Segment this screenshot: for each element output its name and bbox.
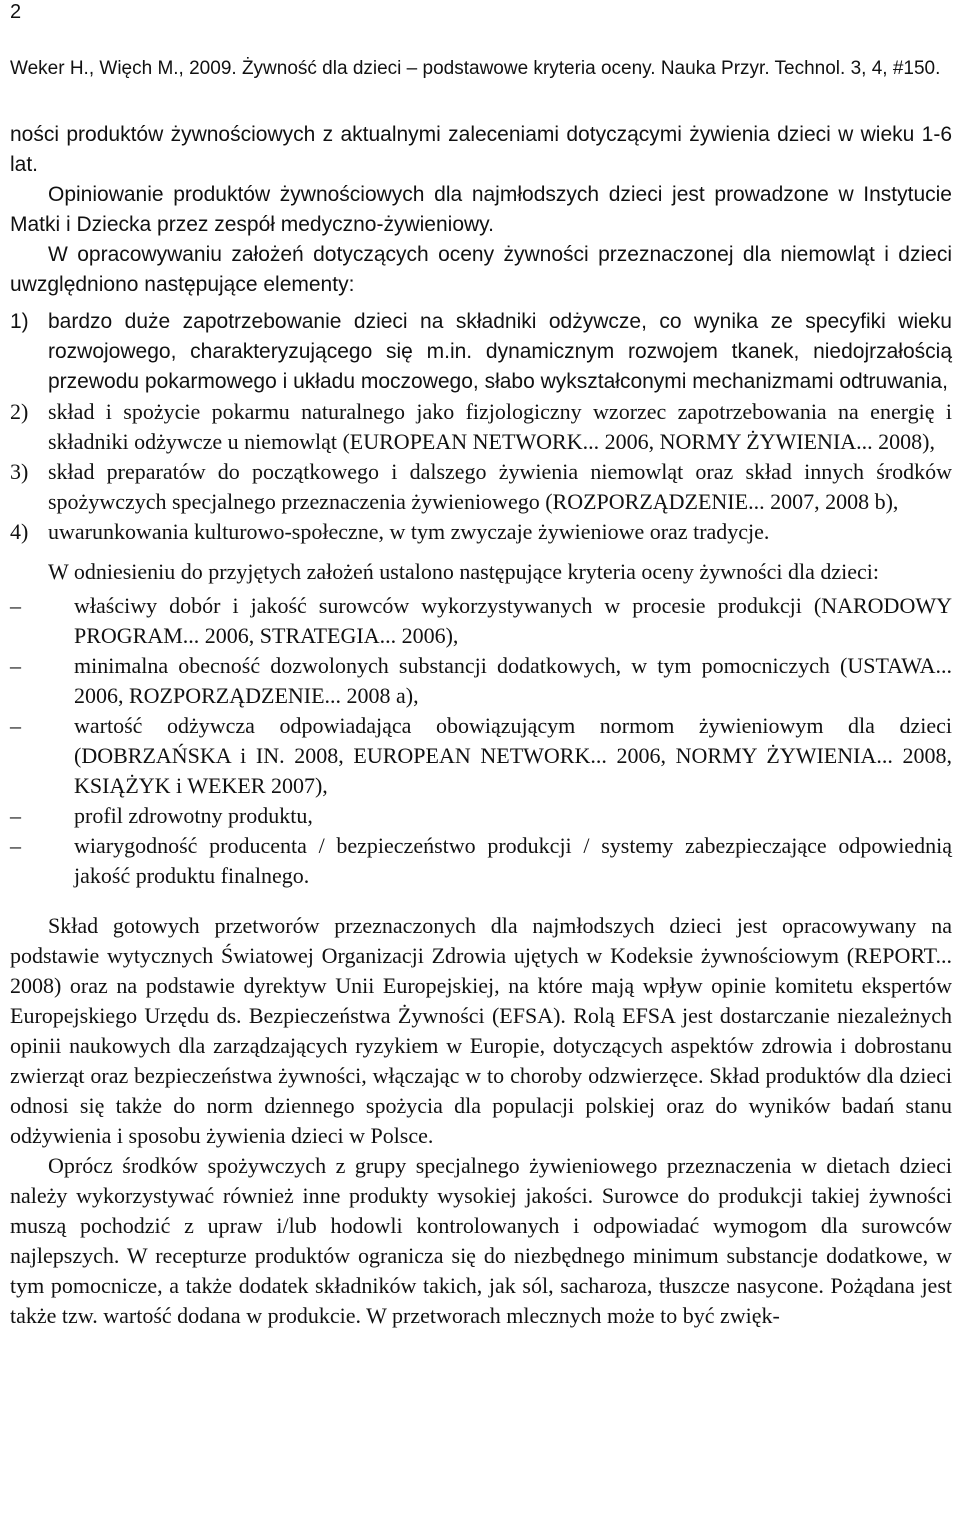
list-item-text: skład i spożycie pokarmu naturalnego jako fizjologiczny wzorzec zapotrzebowania na energię i składniki odżywcze u niemowląt (EUROPEAN NETWORK... 2006, NORMY ŻYWIENIA... 2008), (48, 399, 952, 454)
criteria-section (10, 557, 952, 891)
list-item-text: wiarygodność producenta / bezpieczeństwo produkcji / systemy zabezpieczające odpowiednią jakość produktu finalnego. (74, 833, 952, 888)
list-item (10, 591, 952, 651)
list-item-text: właściwy dobór i jakość surowców wykorzystywanych w procesie produkcji (NARODOWY PROGRAM... 2006, STRATEGIA... 2006), (74, 593, 952, 648)
list-item-number: 3) (10, 459, 29, 484)
criteria-intro: W odniesieniu do przyjętych założeń ustalono następujące kryteria oceny żywności dla dzieci: (48, 559, 880, 584)
criteria-list (10, 591, 952, 891)
article-body (10, 120, 952, 1331)
body-paragraph-1: Skład gotowych przetworów przeznaczonych dla najmłodszych dzieci jest opracowywany na podstawie wytycznych Światowej Organizacji Zdrowia ujętych w Kodeksie żywnościowym (REPORT... 2008) oraz na podstawie dyrektyw Unii Europejskiej, na które mają wpływ opinie komitetu ekspertów Europejskiego Urzędu ds. Bezpieczeństwa Żywności (EFSA). Rolą EFSA jest dostarczanie niezależnych opinii naukowych dla zarządzających ryzykiem w Europie, dotyczących aspektów zdrowia i dobrostanu zwierząt oraz bezpieczeństwa żywności, włączając w to choroby odzwierzęce. Skład produktów dla dzieci odnosi się także do norm dziennego spożycia dla populacji polskiej oraz do wyników badań stanu odżywienia i sposobu żywienia dzieci w Polsce. (10, 913, 952, 1148)
list-item-text: wartość odżywcza odpowiadająca obowiązującym normom żywieniowym dla dzieci (DOBRZAŃSKA i IN. 2008, EUROPEAN NETWORK... 2006, NORMY ŻYWIENIA... 2008, KSIĄŻYK i WEKER 2007), (74, 713, 952, 798)
list-item-dash: – (10, 593, 21, 618)
elements-list (10, 307, 952, 547)
list-item (10, 711, 952, 801)
list-item-text: uwarunkowania kulturowo-społeczne, w tym zwyczaje żywieniowe oraz tradycje. (48, 519, 770, 544)
list-item-number: 2) (10, 399, 29, 424)
list-item-dash: – (10, 653, 21, 678)
list-item-text: profil zdrowotny produktu, (74, 803, 313, 828)
list-item-dash: – (10, 803, 21, 828)
list-item (10, 651, 952, 711)
list-item-text: skład preparatów do początkowego i dalszego żywienia niemowląt oraz skład innych środków spożywczych specjalnego przeznaczenia żywieniowego (ROZPORZĄDZENIE... 2007, 2008 b), (48, 459, 952, 514)
list-item-dash: – (10, 713, 21, 738)
list-item (10, 517, 952, 547)
list-item (10, 457, 952, 517)
body-paragraph-2: Oprócz środków spożywczych z grupy specjalnego żywieniowego przeznaczenia w dietach dzieci należy wykorzystywać również inne produkty wysokiej jakości. Surowce do produkcji takiej żywności muszą pochodzić z upraw i/lub hodowli kontrolowanych i odpowiadać wymogom dla surowców najlepszych. W recepturze produktów ogranicza się do niezbędnego minimum substancje dodatkowe, w tym pomocnicze, a także dodatek składników takich, jak sól, sacharoza, tłuszcze nasycone. Pożądana jest także tzw. wartość dodana w produkcie. W przetworach mlecznych może to być zwięk- (10, 1153, 952, 1328)
intro-paragraph-2: Opiniowanie produktów żywnościowych dla najmłodszych dzieci jest prowadzone w Instytucie Matki i Dziecka przez zespół medyczno-żywieniowy. (10, 183, 952, 236)
list-item-text: bardzo duże zapotrzebowanie dzieci na składniki odżywcze, co wynika ze specyfiki wieku rozwojowego, charakteryzującego się m.in. dynamicznym rozwojem tkanek, niedojrzałością przewodu pokarmowego i układu moczowego, słabo wykształconymi mechanizmami odtruwania, (48, 310, 952, 393)
list-item-text: minimalna obecność dozwolonych substancji dodatkowych, w tym pomocniczych (USTAWA... 2006, ROZPORZĄDZENIE... 2008 a), (74, 653, 952, 708)
list-item-number: 4) (10, 519, 29, 544)
intro-paragraph-3: W opracowywaniu założeń dotyczących oceny żywności przeznaczonej dla niemowląt i dzieci uwzględniono następujące elementy: (10, 243, 952, 296)
list-item (10, 397, 952, 457)
list-item (10, 307, 952, 397)
list-item-dash: – (10, 833, 21, 858)
list-item (10, 801, 952, 831)
body-section (10, 911, 952, 1331)
intro-section (10, 120, 952, 300)
running-header: Weker H., Więch M., 2009. Żywność dla dzieci – podstawowe kryteria oceny. Nauka Przyr. Technol. 3, 4, #150. (10, 58, 941, 79)
list-item-number: 1) (10, 310, 29, 333)
list-item (10, 831, 952, 891)
page-number: 2 (10, 1, 22, 23)
intro-paragraph-1: ności produktów żywnościowych z aktualnymi zaleceniami dotyczącymi żywienia dzieci w wieku 1-6 lat. (10, 123, 952, 176)
